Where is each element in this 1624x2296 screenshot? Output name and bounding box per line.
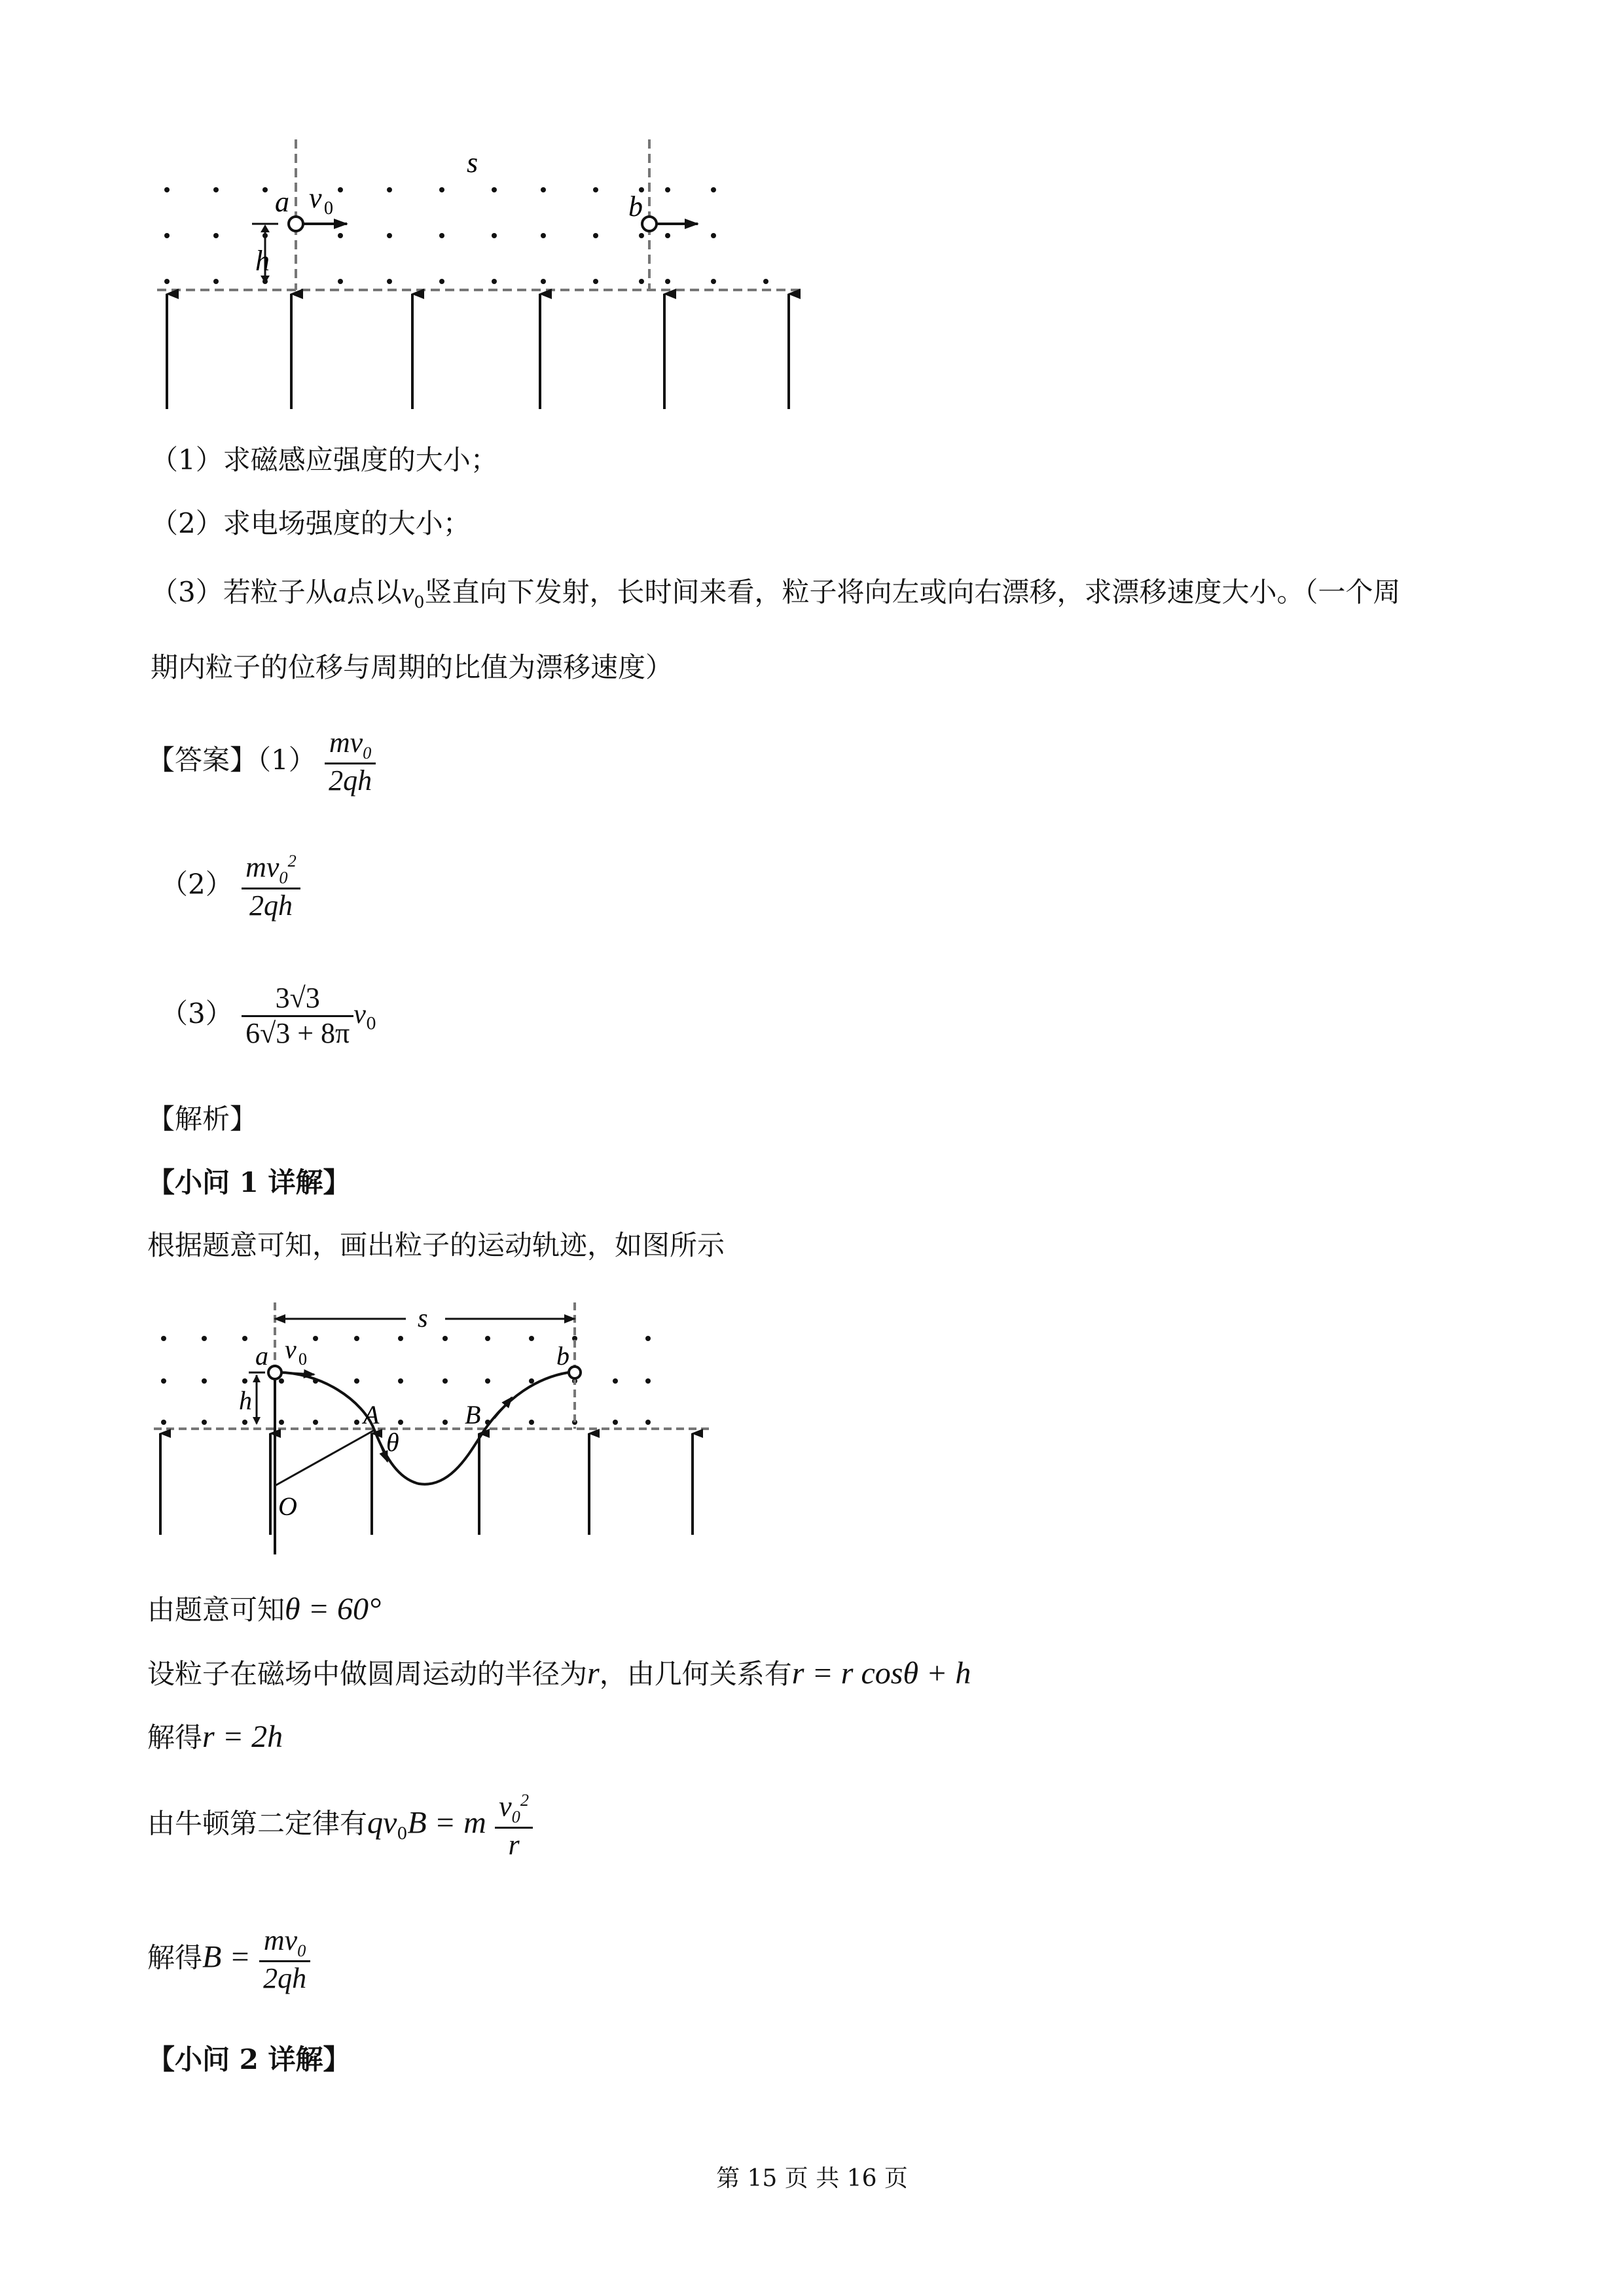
answer-2: （2） $\frac{mv_0^2}{2qh}$	[160, 851, 300, 922]
electric-field-arrows	[167, 294, 789, 409]
part-2-title: 【小问 2 详解】	[147, 2043, 351, 2075]
step-theta: 由题意可知θ = 60°	[147, 1592, 382, 1626]
answer-1	[147, 726, 376, 798]
label-A: A	[363, 1400, 380, 1429]
label-v: v	[309, 182, 322, 214]
figure-1-field-diagram	[144, 128, 825, 416]
step-newton: 由牛顿第二定律有$qv_0B = m$ $\frac{v_0^2}{r}$	[147, 1790, 533, 1861]
velocity-arrow-B	[494, 1397, 512, 1418]
question-1: （1）求磁感应强度的大小；	[151, 444, 498, 476]
step-radius-geometry: 设粒子在磁场中做圆周运动的半径为r，由几何关系有r = r cosθ + h	[147, 1656, 971, 1691]
B-fraction: $\frac{mv_0}{2qh}$	[259, 1924, 310, 1996]
step-radius-result: 解得r = 2h	[147, 1719, 283, 1754]
answer-3: （3） $\frac{3√3}{6√3 + 8\pi}$ $v_0$	[160, 982, 376, 1049]
newton-fraction: $\frac{v_0^2}{r}$	[495, 1790, 533, 1861]
question-2: （2）求电场强度的大小；	[151, 507, 471, 539]
particle-b-2	[569, 1367, 581, 1378]
label-h-2: h	[239, 1386, 252, 1415]
page-footer: 第 15 页 共 16 页	[716, 2165, 908, 2192]
label-a-2: a	[255, 1341, 268, 1371]
label-v-sub: 0	[324, 198, 333, 219]
answer-2-fraction: $\frac{mv_0^2}{2qh}$	[242, 851, 300, 922]
magnetic-field-dots-2	[161, 1336, 651, 1425]
particle-a-2	[268, 1366, 281, 1379]
label-B: B	[465, 1400, 481, 1429]
label-v-sub-2: 0	[298, 1350, 307, 1369]
label-v-2: v	[285, 1335, 297, 1364]
label-b-2: b	[556, 1341, 569, 1371]
question-3-line-1: （3）若粒子从a点以$v_0$竖直向下发射，长时间来看，粒子将向左或向右漂移，求漂移速度大小。（一个周	[151, 576, 1401, 612]
label-a: a	[275, 186, 289, 218]
velocity-arrow-A	[374, 1430, 388, 1462]
particle-b	[642, 217, 657, 231]
answer-label: 【答案】（1）	[147, 744, 316, 776]
analysis-title: 【解析】	[147, 1103, 258, 1135]
figure-2-trajectory-diagram	[144, 1299, 733, 1574]
particle-a	[289, 217, 303, 231]
part-1-title: 【小问 1 详解】	[147, 1166, 351, 1198]
label-h: h	[255, 245, 270, 277]
velocity-arrow-a-2	[282, 1372, 314, 1374]
radius-line-OA	[275, 1430, 374, 1486]
label-theta: θ	[386, 1427, 399, 1457]
step-B-result: 解得B = $\frac{mv_0}{2qh}$	[147, 1924, 310, 1996]
label-O: O	[278, 1492, 297, 1521]
answer-1-fraction: $\frac{mv_0}{2qh}$	[325, 726, 376, 798]
question-3-line-2: 期内粒子的位移与周期的比值为漂移速度）	[151, 651, 674, 683]
label-s: s	[467, 147, 478, 179]
label-s-2: s	[418, 1303, 428, 1333]
part-1-intro: 根据题意可知，画出粒子的运动轨迹，如图所示	[147, 1229, 725, 1261]
answer-3-fraction: $\frac{3√3}{6√3 + 8\pi}$	[242, 982, 353, 1050]
label-b: b	[628, 190, 643, 223]
